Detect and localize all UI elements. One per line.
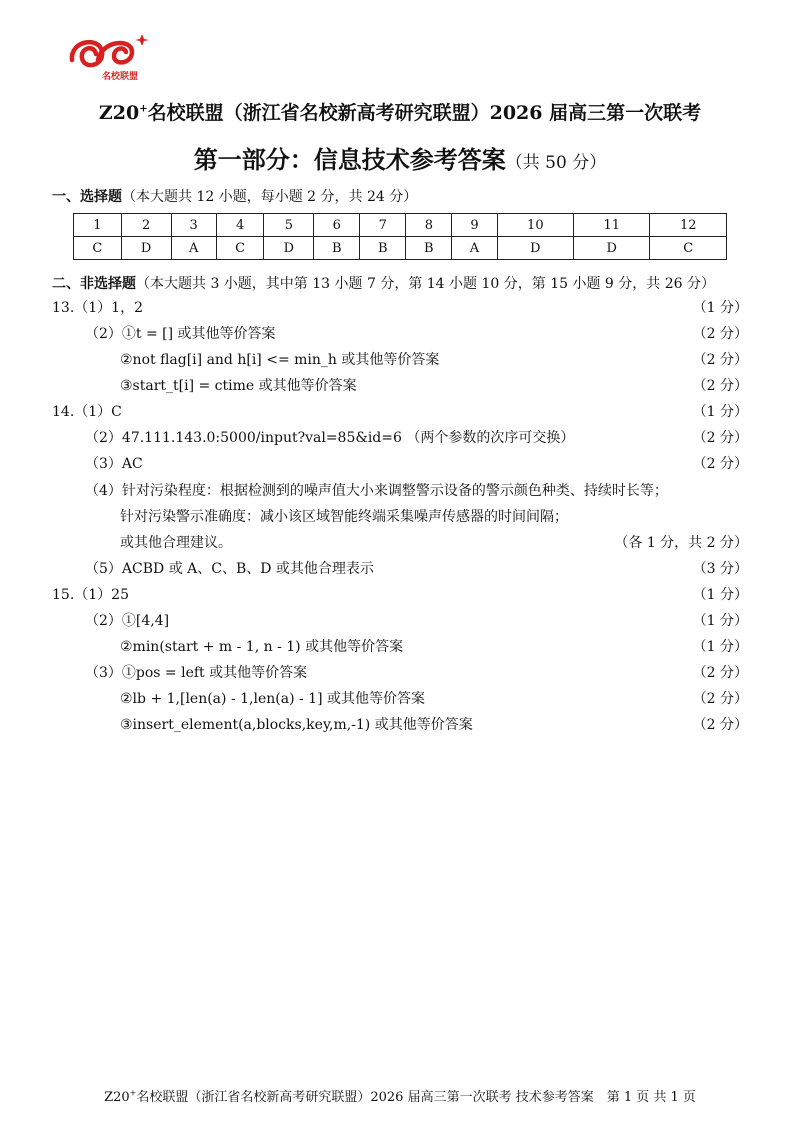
table-cell-number: 10 xyxy=(497,214,573,237)
section-choice-desc: （本大题共 12 小题，每小题 2 分，共 24 分） xyxy=(122,189,418,205)
answer-points: （2 分） xyxy=(692,326,748,342)
answer-line: （3）AC xyxy=(85,456,143,472)
answer-points: （1 分） xyxy=(692,587,748,603)
table-cell-number: 2 xyxy=(121,214,171,237)
table-cell-number: 6 xyxy=(314,214,360,237)
page-footer xyxy=(0,1086,800,1105)
logo xyxy=(62,30,162,82)
table-cell-answer: C xyxy=(74,237,122,260)
answer-points: （3 分） xyxy=(692,561,748,577)
table-cell-number: 11 xyxy=(574,214,650,237)
header-z20: Z20 xyxy=(98,102,140,124)
answer-points: （各 1 分，共 2 分） xyxy=(614,535,748,551)
table-cell-number: 5 xyxy=(264,214,314,237)
answer-line: ③start_t[i] = ctime 或其他等价答案 xyxy=(120,378,357,394)
table-cell-number: 3 xyxy=(171,214,216,237)
table-cell-number: 8 xyxy=(406,214,452,237)
answer-line: （4）针对污染程度：根据检测到的噪声值大小来调整警示设备的警示颜色种类、持续时长等； xyxy=(85,483,668,499)
table-cell-number: 12 xyxy=(650,214,727,237)
answer-points: （2 分） xyxy=(692,717,748,733)
table-cell-answer: D xyxy=(497,237,573,260)
section-open-label: 二、非选择题 xyxy=(52,276,136,292)
answer-line: （2）47.111.143.0:5000/input?val=85&id=6 （两个参数的次序可交换） xyxy=(85,430,575,446)
section-open-title xyxy=(52,273,715,293)
answer-line: 针对污染警示准确度：减小该区域智能终端采集噪声传感器的时间间隔； xyxy=(120,509,568,525)
answer-line: 15.（1）25 xyxy=(52,587,129,603)
answer-line: ③insert_element(a,blocks,key,m,-1) 或其他等价答案 xyxy=(120,717,473,733)
answer-points: （2 分） xyxy=(692,691,748,707)
footer-sup: + xyxy=(129,1088,137,1098)
header-title: 名校联盟（浙江省名校新高考研究联盟）2026 届高三第一次联考 xyxy=(147,102,702,124)
table-cell-number: 7 xyxy=(360,214,406,237)
table-cell-answer: B xyxy=(406,237,452,260)
page-header xyxy=(0,98,800,125)
answer-points: （2 分） xyxy=(692,378,748,394)
answer-line: ②min(start + m - 1, n - 1) 或其他等价答案 xyxy=(120,639,404,655)
table-cell-number: 9 xyxy=(452,214,497,237)
answer-points: （1 分） xyxy=(692,639,748,655)
page-title xyxy=(0,140,800,175)
section-open-desc: （本大题共 3 小题，其中第 13 小题 7 分，第 14 小题 10 分，第 15 小题 9 分，共 26 分） xyxy=(136,276,715,292)
table-cell-answer: C xyxy=(216,237,264,260)
answer-line: 14.（1）C xyxy=(52,404,122,420)
table-cell-answer: B xyxy=(314,237,360,260)
table-cell-answer: C xyxy=(650,237,727,260)
logo-text: 名校联盟 xyxy=(102,72,139,82)
answer-points: （1 分） xyxy=(692,300,748,316)
table-cell-answer: A xyxy=(452,237,497,260)
title-score: （共 50 分） xyxy=(505,153,607,173)
table-cell-answer: D xyxy=(574,237,650,260)
answer-points: （1 分） xyxy=(692,404,748,420)
answer-points: （2 分） xyxy=(692,456,748,472)
header-sup: + xyxy=(139,103,148,115)
table-cell-answer: B xyxy=(360,237,406,260)
footer-text: 名校联盟（浙江省名校新高考研究联盟）2026 届高三第一次联考 技术参考答案 第 1 页 共 1 页 xyxy=(136,1090,696,1105)
table-row-answers xyxy=(74,237,727,260)
answer-line: （2）①t = [] 或其他等价答案 xyxy=(85,326,276,342)
table-cell-answer: D xyxy=(264,237,314,260)
table-row-numbers xyxy=(74,214,727,237)
answer-line: ②not flag[i] and h[i] <= min_h 或其他等价答案 xyxy=(120,352,440,368)
table-cell-answer: D xyxy=(121,237,171,260)
answer-line: ②lb + 1,[len(a) - 1,len(a) - 1] 或其他等价答案 xyxy=(120,691,425,707)
footer-z20: Z20 xyxy=(104,1090,130,1105)
answer-line: 13.（1）1，2 xyxy=(52,300,143,316)
answer-points: （1 分） xyxy=(692,613,748,629)
section-choice-label: 一、选择题 xyxy=(52,189,122,205)
answer-points: （2 分） xyxy=(692,430,748,446)
section-choice-title xyxy=(52,186,417,206)
table-cell-answer: A xyxy=(171,237,216,260)
answer-line: （3）①pos = left 或其他等价答案 xyxy=(85,665,308,681)
answer-line: 或其他合理建议。 xyxy=(120,535,232,551)
answer-line: （5）ACBD 或 A、C、B、D 或其他合理表示 xyxy=(85,561,374,577)
answer-points: （2 分） xyxy=(692,665,748,681)
title-main: 第一部分：信息技术参考答案 xyxy=(193,146,506,174)
logo-star-icon xyxy=(135,34,149,46)
table-cell-number: 4 xyxy=(216,214,264,237)
answer-points: （2 分） xyxy=(692,352,748,368)
table-cell-number: 1 xyxy=(74,214,122,237)
choice-answer-table xyxy=(73,213,727,260)
answer-line: （2）①[4,4] xyxy=(85,613,170,629)
